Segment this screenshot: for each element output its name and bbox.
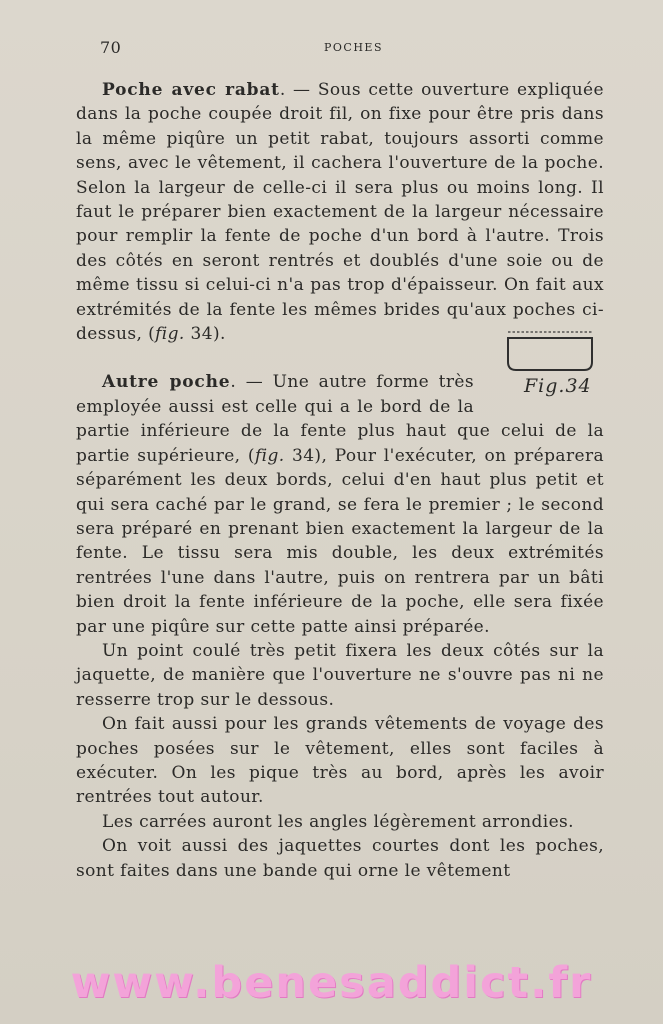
watermark: www.benesaddict.fr (70, 958, 593, 1008)
paragraph-text: 34), Pour l'exécuter, on préparera séparément les deux bords, celui d'en haut plus petit et qui sera caché par le grand, se fera le premier ; le second sera préparé en prenant bien exactement la largeur de la fente. Le tissu sera mis double, les deux extrémités rentrées l'une dans l'autre, puis on rentrera par un bâti bien droit la fente inférieure de la poche, elle sera fixée par une piqûre sur cette patte ainsi préparée. (76, 445, 605, 637)
fig-ref: fig. (155, 324, 185, 345)
figure-34 (486, 324, 604, 412)
figure-label: Fig.34 (524, 375, 592, 398)
paragraph-text: 34). (184, 324, 226, 345)
section-heading-poche-avec-rabat: Poche avec rabat (102, 80, 280, 100)
paragraph-text: . — Une autre forme très employée aussi est celle qui a le bord de la partie inférieure de la fente plus haut que celui de la partie supérieure, ( (76, 372, 604, 466)
body-text (76, 78, 604, 883)
page-header (0, 38, 663, 60)
fig-ref: fig. (254, 445, 285, 466)
running-title: POCHES (324, 41, 383, 54)
paragraph-carrees: Les carrées auront les angles légèrement arrondies. (102, 811, 574, 832)
section-heading-autre-poche: Autre poche (102, 372, 231, 393)
paragraph-text: . — Sous cette ouverture expliquée dans la poche coupée droit fil, on fixe pour être pris dans la même piqûre un petit rabat, toujours assorti comme sens, avec le vêtement, il cachera l'ouverture de la poche. Selon la largeur de celle-ci il sera plus ou moins long. Il faut le préparer bien exactement de la largeur nécessaire pour remplir la fente de poche d'un bord à l'autre. Trois des côtés en seront rentrés et doublés d'une soie ou de même tissu si celui-ci n'a pas trop d'épaisseur. On fait aux extrémités de la fente les mêmes brides qu'aux poches ci-dessus, ( (76, 80, 604, 345)
paragraph-vetements-voyage: On fait aussi pour les grands vêtements de voyage des poches posées sur le vêtement, elles sont faciles à exécuter. On les pique très au bord, après les avoir rentrées tout autour. (76, 714, 604, 808)
pocket-flap-drawing (486, 324, 604, 412)
paragraph-jaquettes-courtes: On voit aussi des jaquettes courtes dont les poches, sont faites dans une bande qui orne le vêtement (76, 836, 604, 881)
paragraph-point-coule: Un point coulé très petit fixera les deux côtés sur la jaquette, de manière que l'ouverture ne s'ouvre pas ni ne resserre trop sur le dessous. (76, 640, 604, 710)
page-number: 70 (100, 38, 122, 57)
